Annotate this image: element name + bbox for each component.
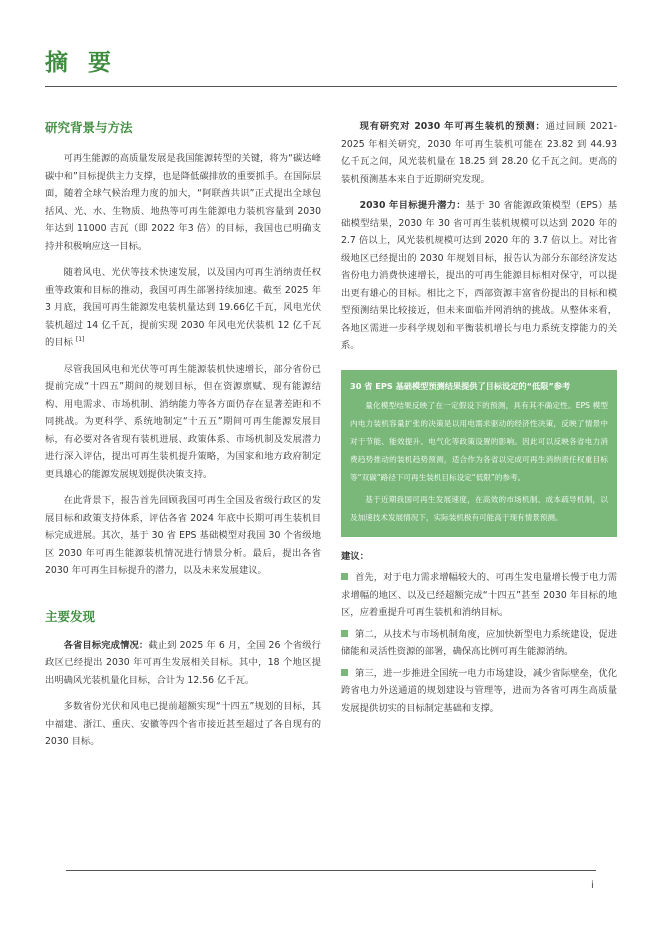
bullet-square-icon: [341, 573, 348, 580]
suggestion-text: 首先，对于电力需求增幅较大的、可再生发电量增长慢于电力需求增幅的地区、以及已经超额完成“十四五”甚至 2030 年目标的地区，应着重提升可再生装机和消纳目标。: [341, 572, 617, 618]
callout-box: [341, 370, 617, 537]
title-divider: [45, 86, 617, 87]
paragraph: [341, 197, 617, 355]
paragraph: [45, 264, 321, 352]
paragraph-label: 2030 年目标提升潜力：: [359, 200, 466, 211]
section-heading-background: 研究背景与方法: [45, 120, 133, 135]
bullet-square-icon: [341, 669, 348, 676]
bullet-square-icon: [341, 630, 348, 637]
footer-divider: [66, 870, 596, 871]
suggestions-label: 建议：: [341, 550, 369, 562]
suggestion-item: [341, 569, 617, 622]
page-number: i: [591, 880, 594, 891]
paragraph: [341, 118, 617, 188]
paragraph-label: 各省目标完成情况：: [63, 639, 149, 651]
paragraph: 尽管我国风电和光伏等可再生能源装机快速增长，部分省份已提前完成“十四五”期间的规划目标，但在资源禀赋、现有能源结构、用电需求、市场机制、消纳能力等各方面仍存在显著差距和不同挑战。为更科学、系统地制定“十五五”期间可再生能源发展目标，有必要对各省现有装机进展、政策体系、市场机制及发展潜力进行深入评估，提出可再生装机提升策略，为国家和地方政府制定更具雄心的能源发展规划提供决策支持。: [45, 363, 321, 480]
suggestion-item: [341, 626, 617, 661]
callout-title: 30 省 EPS 基础模型预测结果提供了目标设定的“低限”参考: [350, 380, 571, 391]
paragraph: 可再生能源的高质量发展是我国能源转型的关键，将为“碳达峰碳中和”目标提供主力支撑，也是降低碳排放的重要抓手。在国际层面，随着全球气候治理力度的加大，“阿联酋共识”正式提出全球包括风、光、水、生物质、地热等可再生能源电力装机容量到 2030 年达到 11000 吉瓦（即 2022 年3 倍）的目标，我国也已明确支持并积极响应这一目标。: [45, 153, 321, 252]
callout-paragraph: 量化模型结果反映了在一定假设下的预测，具有其不确定性。EPS 模型内电力装机容量扩张的决策是以用电需求驱动的经济性决策，反映了情景中对于节能、能效提升、电气化等政策设置的影响。因此可以反映各省电力消费趋势推动的装机趋势预测，适合作为各省以完成可再生消纳责任权重目标等“双碳”路径下可再生装机目标设定“低限”的参考。: [350, 400, 608, 482]
left-column: [45, 118, 321, 751]
paragraph-text: 通过回顾 2021-2025 年相关研究，2030 年可再生装机可能在 23.82 到 44.93 亿千瓦之间，风光装机量在 18.25 到 28.20 亿千瓦之间。更高的装机预测基本来自于近期研究发现。: [341, 121, 617, 185]
callout-paragraph: 基于近期我国可再生发展速度，在高效的市场机制、成本疏导机制，以及加速技术发展情况下，实际装机极有可能高于现有情景预测。: [350, 494, 608, 522]
section-heading-findings: 主要发现: [45, 608, 96, 624]
paragraph: [45, 637, 321, 690]
page-title: 摘 要: [45, 50, 118, 76]
paragraph-text: 截止到 2025 年 6 月，全国 26 个省级行政区已经提出 2030 年可再生发展相关目标。其中，18 个地区提出明确风光装机量化目标，合计为 12.56 亿千瓦。: [45, 639, 321, 686]
paragraph-label: 现有研究对 2030 年可再生装机的预测：: [359, 121, 546, 132]
paragraph-text: 随着风电、光伏等技术快速发展，以及国内可再生消纳责任权重等政策和目标的推动，我国可再生部署持续加速。截至 2025 年 3 月底，我国可再生能源发电装机量达到 19.66亿千瓦，风电光伏装机超过 14 亿千瓦，提前实现 2030 年风电光伏装机 12 亿千瓦的目标: [45, 267, 321, 348]
right-column: [341, 118, 617, 717]
paragraph-text: 基于 30 省能源政策模型（EPS）基础模型结果，2030 年 30 省可再生装机规模可以达到 2020 年的 2.7 倍以上，风光装机规模可达到 2020 年的 3.7 倍以上。对比省级地区已经提出的 2030 年规划目标，报告认为部分东部经济发达省份电力消费快速增长，提出的可再生能源目标相对保守，可以提出更有雄心的目标。相比之下，西部资源丰富省份提出的目标和模型预测结果比较接近，但未来面临并网消纳的挑战。从整体来看，各地区需进一步科学规划和平衡装机增长与电力系统支撑能力的关系。: [341, 200, 617, 351]
suggestion-text: 第三，进一步推进全国统一电力市场建设，减少省际壁垒，优化跨省电力外送通道的规划建设与管理等，进而为各省可再生高质量发展提供切实的目标制定基础和支撑。: [341, 667, 617, 714]
suggestion-text: 第二，从技术与市场机制角度，应加快新型电力系统建设，促进储能和灵活性资源的部署，确保高比例可再生能源消纳。: [341, 628, 617, 657]
paragraph: 多数省份光伏和风电已提前超额实现“十四五”规划的目标，其中福建、浙江、重庆、安徽等四个省市接近甚至超过了各自现有的 2030 目标。: [45, 701, 321, 747]
suggestion-item: [341, 665, 617, 718]
paragraph: 在此背景下，报告首先回顾我国可再生全国及省级行政区的发展目标和政策支持体系，评估各省 2024 年底中长期可再生装机目标完成进展。其次，基于 30 省 EPS 基础模型对我国 30 个省级地区 2030 年可再生能源装机情况进行情景分析。最后，提出各省 2030 年可再生目标提升的潜力，以及未来发展建议。: [45, 495, 321, 576]
footnote-ref[interactable]: [1]: [75, 336, 85, 343]
